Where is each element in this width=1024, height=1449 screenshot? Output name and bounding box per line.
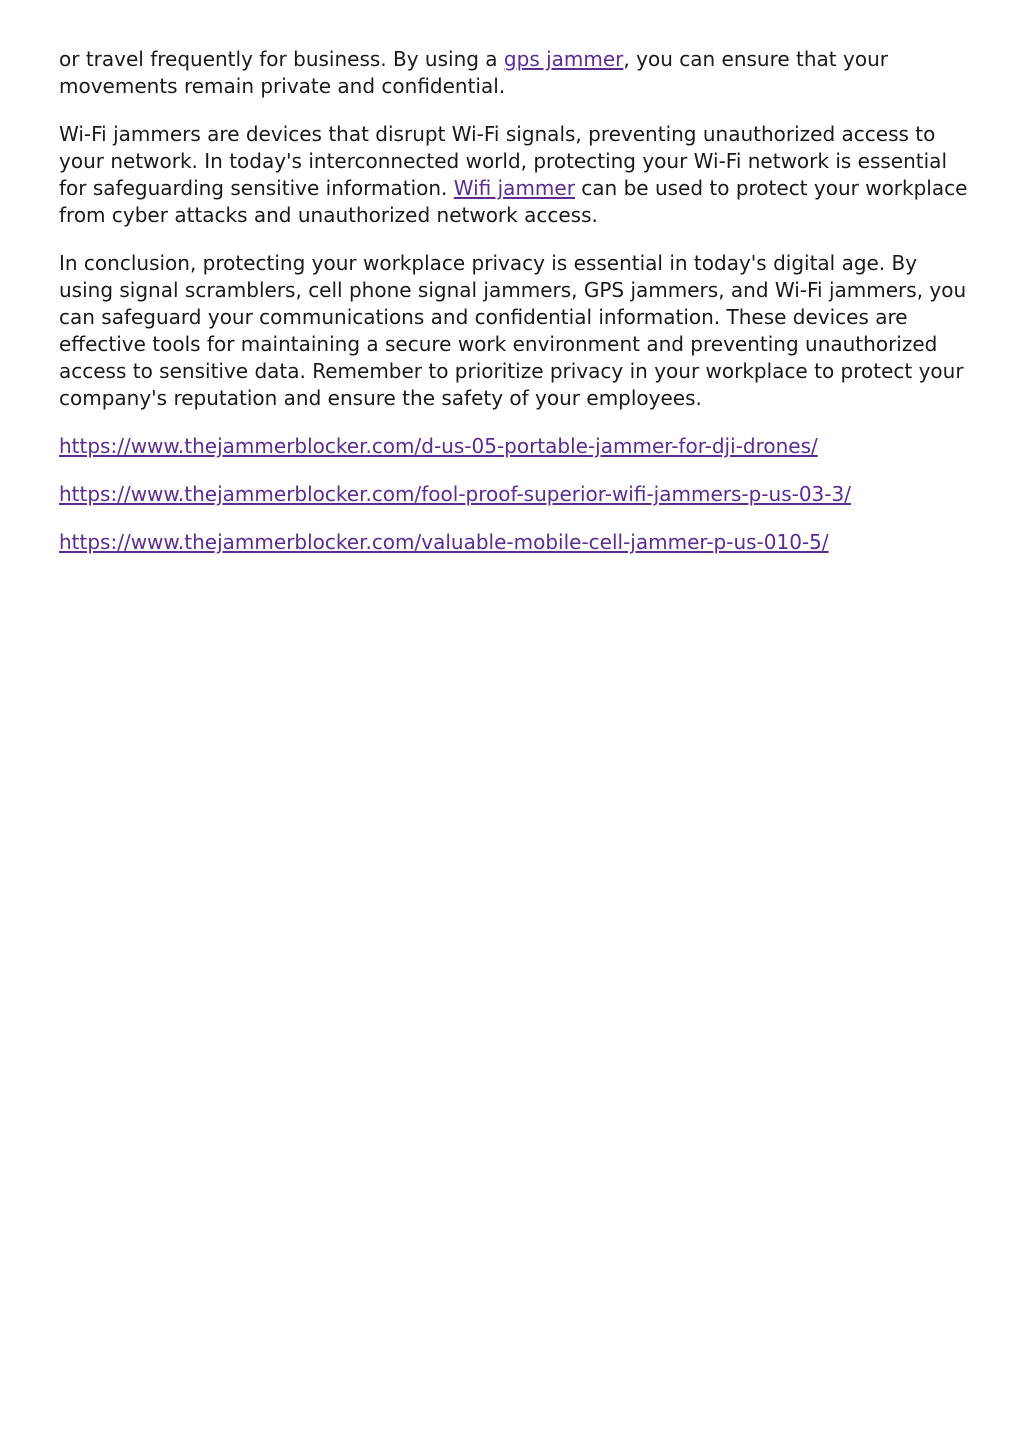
paragraph-text: Wi-Fi jammers are devices that disrupt Wi-Fi signals, preventing unauthorized access to your network. In today's interconnected world, protecting your Wi-Fi network is essential for safeguarding sensitive information. (59, 122, 947, 200)
url-link-cell-jammer[interactable]: https://www.thejammerblocker.com/valuable-mobile-cell-jammer-p-us-010-5/ (59, 530, 829, 554)
wifi-jammer-link[interactable]: Wifi jammer (453, 176, 575, 200)
gps-jammer-link[interactable]: gps jammer (503, 47, 624, 71)
paragraph-text: , you can ensure that your movements remain private and confidential. (59, 47, 888, 98)
paragraph-conclusion: In conclusion, protecting your workplace privacy is essential in today's digital age. By using signal scramblers, cell phone signal jammers, GPS jammers, and Wi-Fi jammers, you can safeguard your communications and confidential information. These devices are effective tools for maintaining a secure work environment and preventing unauthorized access to sensitive data. Remember to prioritize privacy in your workplace to protect your company's reputation and ensure the safety of your employees. (59, 251, 967, 410)
paragraph-wifi-jammers (59, 121, 969, 229)
document-page (59, 46, 969, 577)
url-item (59, 433, 969, 460)
paragraph-gps-jammer (59, 46, 969, 100)
url-item (59, 529, 969, 556)
url-link-drone-jammer[interactable]: https://www.thejammerblocker.com/d-us-05-portable-jammer-for-dji-drones/ (59, 434, 818, 458)
url-link-wifi-jammers[interactable]: https://www.thejammerblocker.com/fool-proof-superior-wifi-jammers-p-us-03-3/ (59, 482, 851, 506)
paragraph-text: or travel frequently for business. By using a (59, 47, 504, 71)
paragraph-text: can be used to protect your workplace from cyber attacks and unauthorized network access. (59, 176, 968, 227)
url-item (59, 481, 969, 508)
